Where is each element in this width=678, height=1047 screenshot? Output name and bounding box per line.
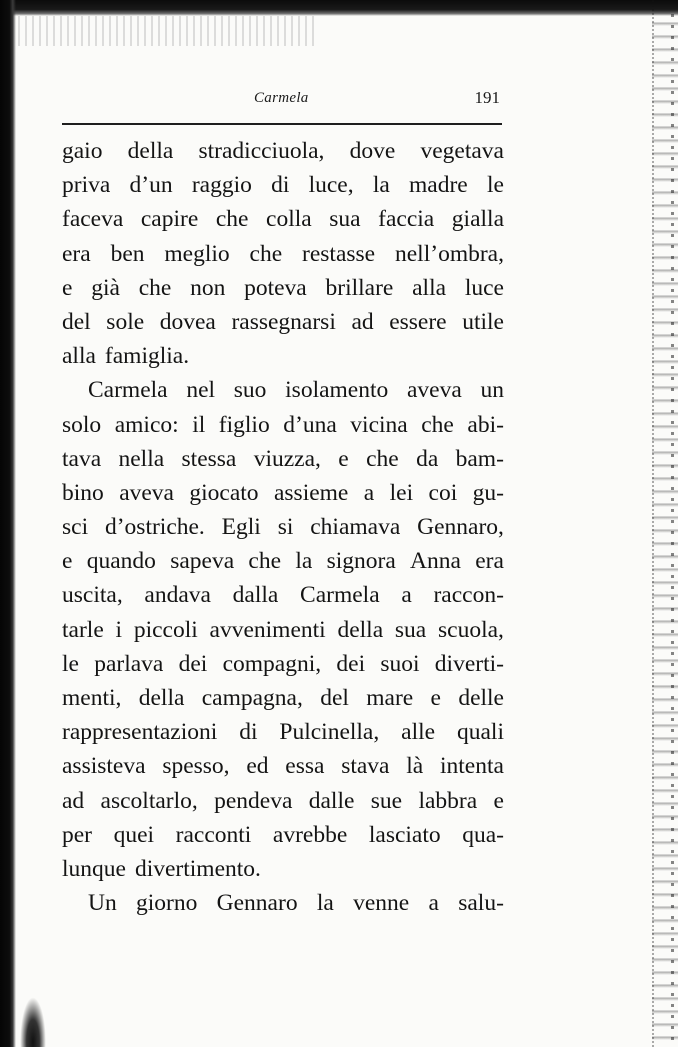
word: alla	[62, 343, 96, 370]
word: lei	[389, 479, 414, 506]
word: Egli	[221, 514, 261, 541]
word: chiamava	[310, 514, 401, 541]
word: quando	[86, 548, 156, 575]
text-line	[62, 408, 504, 442]
word: mare	[366, 685, 414, 711]
word: piccoli	[133, 616, 198, 643]
word: d’un	[129, 172, 173, 199]
word: ad	[351, 308, 374, 335]
word: aveva	[406, 377, 462, 404]
word: raggio	[191, 172, 252, 199]
word: utile	[462, 308, 504, 335]
text-line	[62, 613, 504, 647]
word: dei	[178, 650, 208, 677]
word: Pulcinella,	[279, 719, 380, 746]
word: sci	[62, 514, 89, 541]
word: restasse	[302, 240, 376, 267]
word: e	[338, 445, 349, 472]
word: rappresentazioni	[62, 719, 218, 746]
word: alla	[412, 274, 447, 301]
word: le	[62, 650, 79, 677]
word: la	[372, 172, 390, 199]
word: per	[62, 821, 93, 848]
word: racconti	[175, 821, 252, 848]
word: campagna,	[201, 685, 303, 711]
word: che	[248, 548, 282, 575]
word: e	[62, 274, 73, 301]
word: salu-	[458, 890, 504, 917]
text-line	[62, 784, 504, 818]
word: un	[480, 377, 504, 404]
word: del	[62, 308, 91, 335]
word: gu-	[472, 479, 504, 506]
word: nel	[186, 377, 216, 404]
word: vicina	[350, 411, 408, 438]
word: si	[277, 514, 294, 541]
text-line	[62, 715, 504, 749]
scan-blot	[20, 997, 46, 1047]
text-line	[62, 476, 504, 510]
word: già	[91, 274, 120, 301]
scan-edge-top	[0, 0, 678, 16]
word: dovea	[159, 308, 216, 335]
word: diverti-	[434, 650, 504, 677]
text-line	[62, 271, 504, 305]
word: lunque	[62, 855, 126, 882]
text-line	[62, 544, 504, 578]
word: vegetava	[420, 138, 504, 164]
word: Gennaro,	[417, 514, 504, 541]
text-line	[62, 886, 504, 920]
word: il	[192, 411, 206, 438]
word: gaio	[62, 138, 103, 164]
word: gialla	[451, 206, 504, 233]
word: stava	[341, 753, 390, 780]
word: a	[428, 890, 439, 917]
word: Carmela	[300, 582, 380, 609]
word: era	[62, 240, 91, 267]
word: venne	[353, 890, 410, 917]
word: assisteva	[62, 753, 146, 780]
word: suo	[233, 377, 267, 404]
word: aveva	[119, 479, 174, 506]
word: ben	[110, 240, 145, 267]
scan-edge-right	[652, 0, 678, 1047]
word: della	[138, 685, 185, 711]
word: solo	[62, 411, 102, 438]
word: che	[215, 206, 249, 233]
text-line	[62, 202, 504, 236]
word: signora	[326, 548, 396, 575]
word: intenta	[440, 753, 504, 780]
word: tarle	[62, 616, 104, 643]
header-rule	[62, 123, 502, 125]
text-line	[62, 237, 504, 271]
word: d’una	[283, 411, 337, 438]
word: sole	[106, 308, 145, 335]
word: spesso,	[162, 753, 230, 780]
word: sapeva	[170, 548, 235, 575]
word: meglio	[164, 240, 230, 267]
word: abi-	[467, 411, 504, 438]
word: Gennaro	[216, 890, 298, 917]
word: parlava	[94, 650, 164, 677]
text-line	[62, 647, 504, 681]
word: là	[406, 753, 424, 780]
word: suoi	[380, 650, 420, 677]
word: d’ostriche.	[104, 514, 205, 541]
word: i	[115, 616, 123, 643]
word: avvenimenti	[209, 616, 326, 643]
word: sua	[394, 616, 427, 643]
word: che	[249, 240, 283, 267]
word: della	[337, 616, 384, 643]
word: delle	[458, 685, 504, 711]
word: dei	[336, 650, 366, 677]
text-line	[62, 852, 504, 886]
word: stradicciuola,	[198, 138, 325, 164]
word: Carmela	[88, 377, 168, 404]
word: pendeva	[214, 787, 293, 814]
word: che	[421, 411, 454, 438]
word: scuola,	[438, 616, 504, 643]
text-line	[62, 578, 504, 612]
word: giorno	[136, 890, 198, 917]
word: della	[127, 138, 174, 164]
text-line	[62, 134, 504, 168]
word: quali	[456, 719, 504, 746]
word: colla	[266, 206, 312, 233]
word: famiglia.	[104, 343, 190, 370]
scan-noise	[18, 16, 318, 46]
word: qua-	[462, 821, 504, 848]
word: tava	[62, 445, 102, 472]
running-title: Carmela	[254, 90, 309, 106]
word: luce,	[308, 172, 354, 199]
page-number: 191	[474, 88, 500, 107]
word: la	[316, 890, 334, 917]
scan-edge-left	[0, 0, 16, 1047]
word: ed	[246, 753, 269, 780]
text-line	[62, 510, 504, 544]
word: del	[320, 685, 349, 711]
word: andava	[144, 582, 211, 609]
word: alle	[401, 719, 436, 746]
word: poteva	[244, 274, 307, 301]
word: dove	[349, 138, 396, 164]
word: di	[271, 172, 290, 199]
word: sue	[370, 787, 403, 814]
word: dalle	[308, 787, 355, 814]
word: viuzza,	[253, 445, 321, 472]
word: era	[475, 548, 504, 575]
word: e	[430, 685, 441, 711]
word: coi	[428, 479, 458, 506]
word: luce	[464, 274, 504, 301]
word: brillare	[325, 274, 394, 301]
text-line	[62, 168, 504, 202]
word: isolamento	[285, 377, 389, 404]
word: compagni,	[222, 650, 322, 677]
word: faceva	[62, 206, 124, 233]
word: dalla	[232, 582, 279, 609]
word: lasciato	[368, 821, 441, 848]
word: da	[416, 445, 439, 472]
word: la	[295, 548, 313, 575]
word: a	[401, 582, 412, 609]
word: bino	[62, 479, 104, 506]
word: amico:	[114, 411, 179, 438]
text-line	[62, 681, 504, 715]
word: essere	[389, 308, 447, 335]
word: ad	[62, 787, 85, 814]
word: e	[493, 787, 504, 814]
word: giocato	[189, 479, 259, 506]
word: le	[486, 172, 504, 199]
word: stessa	[181, 445, 237, 472]
word: essa	[285, 753, 325, 780]
word: Anna	[410, 548, 461, 575]
word: non	[190, 274, 226, 301]
word: e	[62, 548, 73, 575]
word: priva	[62, 172, 111, 199]
word: uscita,	[62, 582, 123, 609]
word: quei	[113, 821, 155, 848]
word: nell’ombra,	[395, 240, 504, 267]
word: che	[138, 274, 172, 301]
word: raccon-	[433, 582, 504, 609]
word: menti,	[62, 685, 122, 711]
word: nella	[118, 445, 165, 472]
word: bam-	[455, 445, 504, 472]
word: sua	[329, 206, 361, 233]
text-line	[62, 749, 504, 783]
word: avrebbe	[272, 821, 348, 848]
word: assieme	[273, 479, 349, 506]
word: labbra	[418, 787, 478, 814]
page-header	[62, 88, 504, 118]
word: figlio	[218, 411, 270, 438]
word: Un	[88, 890, 117, 917]
word: divertimento.	[134, 855, 261, 882]
text-line	[62, 373, 504, 407]
text-line	[62, 442, 504, 476]
word: a	[363, 479, 375, 506]
text-line	[62, 818, 504, 852]
word: faccia	[378, 206, 435, 233]
word: ascoltarlo,	[100, 787, 198, 814]
text-line	[62, 305, 504, 339]
word: capire	[140, 206, 199, 233]
word: di	[239, 719, 258, 746]
word: madre	[409, 172, 468, 199]
body-text	[62, 134, 504, 920]
word: che	[366, 445, 399, 472]
word: rassegnarsi	[231, 308, 336, 335]
text-line	[62, 339, 504, 373]
